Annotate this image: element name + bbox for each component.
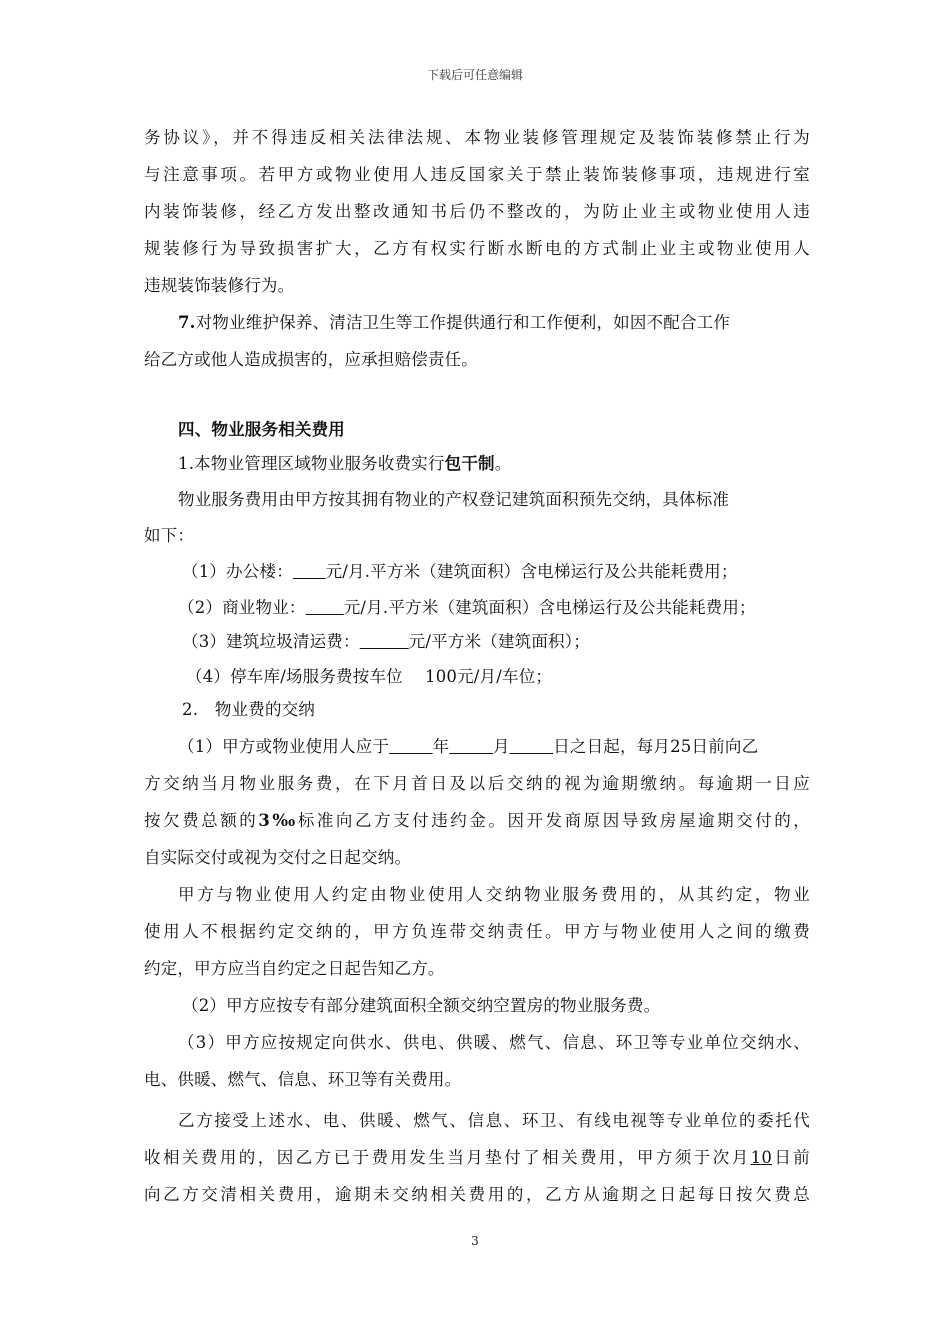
para1-line-2: 与注意事项。若甲方或物业使用人违反国家关于禁止装饰装修事项，违规进行室 [144,165,810,184]
fee-office-blank [293,562,326,581]
fee-commercial-label: （2）商业物业： [178,598,306,617]
payment-start-label: （1）甲方或物业使用人应于 [178,737,390,756]
agent-line-2-suffix: 日前 [772,1148,810,1167]
agent-line-3: 向乙方交清相关费用，逾期未交纳相关费用的，乙方从逾期之日起每日按欠费总 [144,1185,810,1204]
payment-line-3 [144,809,810,833]
year-label: 年 [432,737,450,756]
payment-line-1 [178,735,810,759]
agreement-line-3: 约定，甲方应当自约定之日起告知乙方。 [144,959,445,978]
fee-commercial [178,596,844,620]
item2-heading: 2. 物业费的交纳 [182,700,316,719]
day-label: 日之日起，每月25日前向乙 [553,737,759,756]
month-label: 月 [492,737,510,756]
day-blank [510,737,554,756]
fee-waste-unit: 元/平方米（建筑面积）； [408,632,590,651]
para2-number: 7. [178,313,196,332]
agent-due-day: 10 [750,1148,773,1167]
agent-line-2-text: 收相关费用的，因乙方已于费用发生当月垫付了相关费用，甲方须于次月 [144,1148,751,1167]
payment-line-4: 自实际交付或视为交付之日起交纳。 [144,848,412,867]
para1-line-1: 务协议》，并不得违反相关法律法规、本物业装修管理规定及装饰装修禁止行为 [144,128,810,147]
fee-parking: （4）停车库/场服务费按车位 100元/月/车位； [186,667,553,686]
fee-office-unit: 元/月.平方米（建筑面积）含电梯运行及公共能耗费用； [325,562,738,581]
standard-line-2: 如下： [144,526,195,545]
agreement-line-2: 使用人不根据约定交纳的，甲方负连带交纳责任。甲方与物业使用人之间的缴费 [144,922,810,941]
agreement-line-1: 甲方与物业使用人约定由物业使用人交纳物业服务费用的，从其约定，物业 [178,885,810,904]
item1-bold: 包干制 [444,454,495,473]
penalty-prefix: 按欠费总额的 [144,811,259,830]
page-number: 3 [471,1234,479,1248]
item1-text: 1.本物业管理区域物业服务收费实行 [178,454,445,473]
fee-waste-label: （3）建筑垃圾清运费： [182,632,360,651]
vacant-fee-line: （2）甲方应按专有部分建筑面积全额交纳空置房的物业服务费。 [182,996,661,1015]
agent-line-2 [144,1146,810,1170]
item1-suffix: 。 [494,454,512,473]
year-blank [389,737,433,756]
para1-line-3: 内装饰装修，经乙方发出整改通知书后仍不整改的，为防止业主或物业使用人违 [144,202,810,221]
utility-line-2: 电、供暖、燃气、信息、环卫等有关费用。 [144,1070,462,1089]
payment-line-2: 方交纳当月物业服务费，在下月首日及以后交纳的视为逾期缴纳。每逾期一日应 [144,774,810,793]
penalty-suffix: 标准向乙方支付违约金。因开发商原因导致房屋逾期交付的， [297,811,811,830]
fee-waste-blank [360,632,409,651]
para2-text: 对物业维护保养、清洁卫生等工作提供通行和工作便利，如因不配合工作 [195,313,731,332]
item1-line [178,452,844,476]
standard-line-1: 物业服务费用由甲方按其拥有物业的产权登记建筑面积预先交纳，具体标准 [178,490,730,509]
utility-line-1: （3）甲方应按规定向供水、供电、供暖、燃气、信息、环卫等专业单位交纳水、 [178,1033,810,1052]
penalty-rate: 3‰ [258,811,298,830]
para1-line-4: 规装修行为导致损害扩大，乙方有权实行断水断电的方式制止业主或物业使用人 [144,239,810,258]
para2-line-1 [144,311,810,335]
agent-line-1: 乙方接受上述水、电、供暖、燃气、信息、环卫、有线电视等专业单位的委托代 [178,1111,810,1130]
para1-line-5: 违规装饰装修行为。 [144,276,295,295]
section-heading: 四、物业服务相关费用 [178,420,345,439]
fee-office-label: （1）办公楼： [182,562,293,581]
fee-commercial-unit: 元/月.平方米（建筑面积）含电梯运行及公共能耗费用； [343,598,756,617]
fee-waste [182,630,848,654]
para2-line-2: 给乙方或他人造成损害的，应承担赔偿责任。 [144,350,478,369]
month-blank [449,737,493,756]
fee-office [182,560,848,584]
fee-commercial-blank [306,598,344,617]
page-header: 下载后可任意编辑 [426,68,523,82]
